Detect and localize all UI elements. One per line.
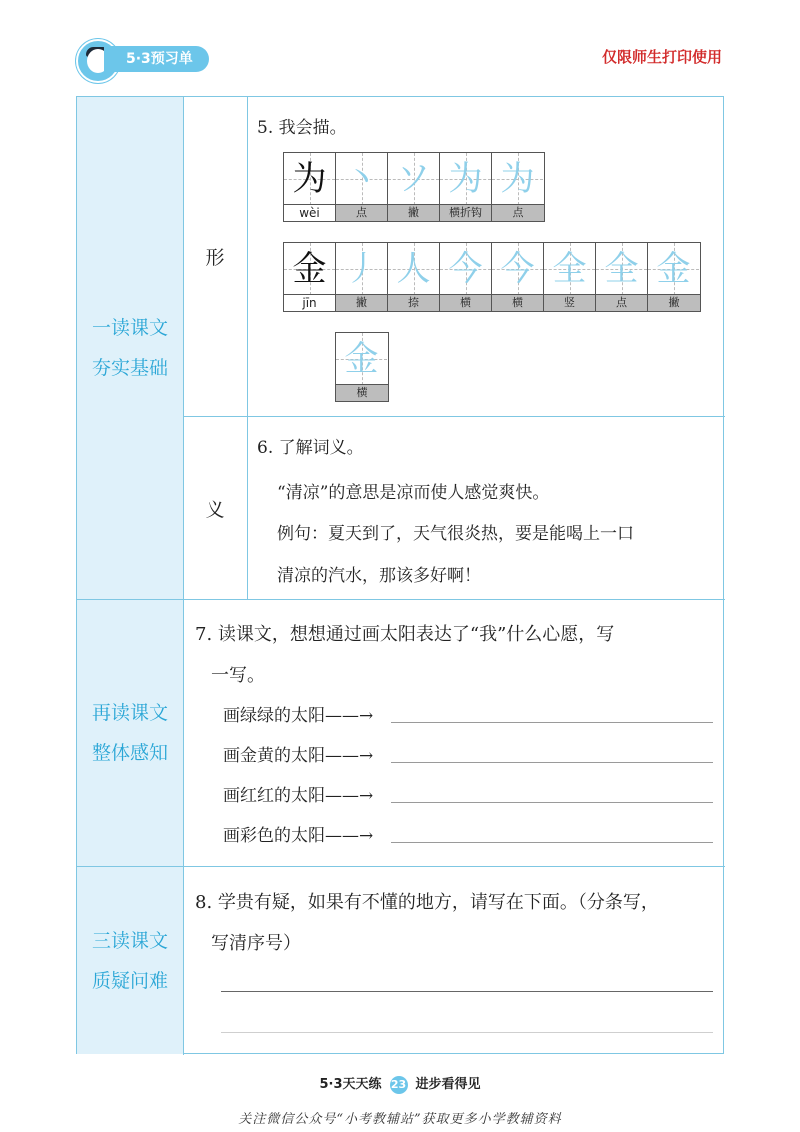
trace-char[interactable]: ソ	[396, 159, 431, 199]
pinyin: jīn	[284, 294, 335, 311]
print-notice: 仅限师生打印使用	[601, 48, 722, 66]
stroke-name: 横折钩	[440, 204, 491, 221]
stroke-name: 横	[440, 294, 491, 311]
question-7-line-2: 一写。	[211, 665, 265, 686]
label-xing: 形	[205, 247, 225, 269]
trace-char[interactable]: 金	[344, 339, 379, 379]
answer-line[interactable]	[391, 802, 713, 803]
answer-prompt: 画红红的太阳——→	[223, 786, 374, 806]
section-title-2b: 整体感知	[91, 742, 168, 764]
trace-char[interactable]: 人	[396, 249, 431, 289]
label-yi: 义	[205, 499, 225, 521]
answer-prompt: 画绿绿的太阳——→	[223, 706, 374, 726]
stroke-grid-jin	[283, 242, 701, 312]
question-8-line-1: 8. 学贵有疑，如果有不懂的地方，请写在下面。（分条写，	[195, 892, 659, 913]
answer-line[interactable]	[391, 842, 713, 843]
section-title-3a: 三读课文	[91, 930, 168, 952]
answer-prompt: 画金黄的太阳——→	[223, 746, 374, 766]
stroke-name: 横	[336, 384, 388, 401]
example-line-1: 例句：夏天到了，天气很炎热，要是能喝上一口	[277, 524, 634, 544]
stroke-name: 撇	[648, 294, 700, 311]
answer-line[interactable]	[391, 722, 713, 723]
footer-right: 进步看得见	[415, 1077, 481, 1092]
trace-char[interactable]: 今	[448, 249, 483, 289]
trace-char[interactable]: 丿	[344, 249, 379, 289]
question-6: 6. 了解词义。	[257, 438, 364, 458]
stroke-name: 点	[596, 294, 647, 311]
trace-char[interactable]: 为	[448, 159, 483, 199]
stroke-name: 点	[492, 204, 544, 221]
stroke-name: 撇	[336, 294, 387, 311]
main-char: 金	[292, 249, 327, 289]
answer-prompt: 画彩色的太阳——→	[223, 826, 374, 846]
trace-char[interactable]: 丶	[344, 159, 379, 199]
section-title-1b: 夯实基础	[91, 357, 168, 379]
page-footer	[0, 1073, 800, 1094]
watermark-note: 关注微信公众号“小考教辅站”获取更多小学教辅资料	[238, 1112, 562, 1127]
stroke-name: 横	[492, 294, 543, 311]
stroke-name: 竖	[544, 294, 595, 311]
answer-line[interactable]	[221, 1032, 713, 1033]
section-title-1a: 一读课文	[91, 317, 168, 339]
page-number: 23	[390, 1076, 408, 1094]
section-title-2a: 再读课文	[91, 702, 168, 724]
question-8-line-2: 写清序号）	[211, 933, 301, 954]
footer-left: 5·3天天练	[319, 1077, 382, 1092]
section-title-3b: 质疑问难	[91, 970, 168, 992]
worksheet-table	[76, 96, 724, 1054]
series-badge: 5·3预习单	[104, 46, 209, 72]
trace-char[interactable]: 为	[500, 159, 535, 199]
question-7-line-1: 7. 读课文，想想通过画太阳表达了“我”什么心愿，写	[195, 624, 615, 645]
stroke-grid-jin-extra	[335, 332, 389, 402]
question-5: 5. 我会描。	[257, 118, 347, 138]
example-line-2: 清凉的汽水，那该多好啊！	[277, 566, 481, 586]
definition-text: “清凉”的意思是凉而使人感觉爽快。	[277, 483, 550, 503]
answer-line[interactable]	[391, 762, 713, 763]
trace-char[interactable]: 今	[500, 249, 535, 289]
stroke-name: 点	[336, 204, 387, 221]
answer-line[interactable]	[221, 991, 713, 992]
trace-char[interactable]: 金	[656, 249, 691, 289]
stroke-grid-wei	[283, 152, 545, 222]
trace-char[interactable]: 全	[552, 249, 587, 289]
stroke-name: 捺	[388, 294, 439, 311]
main-char: 为	[292, 159, 327, 199]
pinyin: wèi	[284, 204, 335, 221]
stroke-name: 撇	[388, 204, 439, 221]
trace-char[interactable]: 全	[604, 249, 639, 289]
